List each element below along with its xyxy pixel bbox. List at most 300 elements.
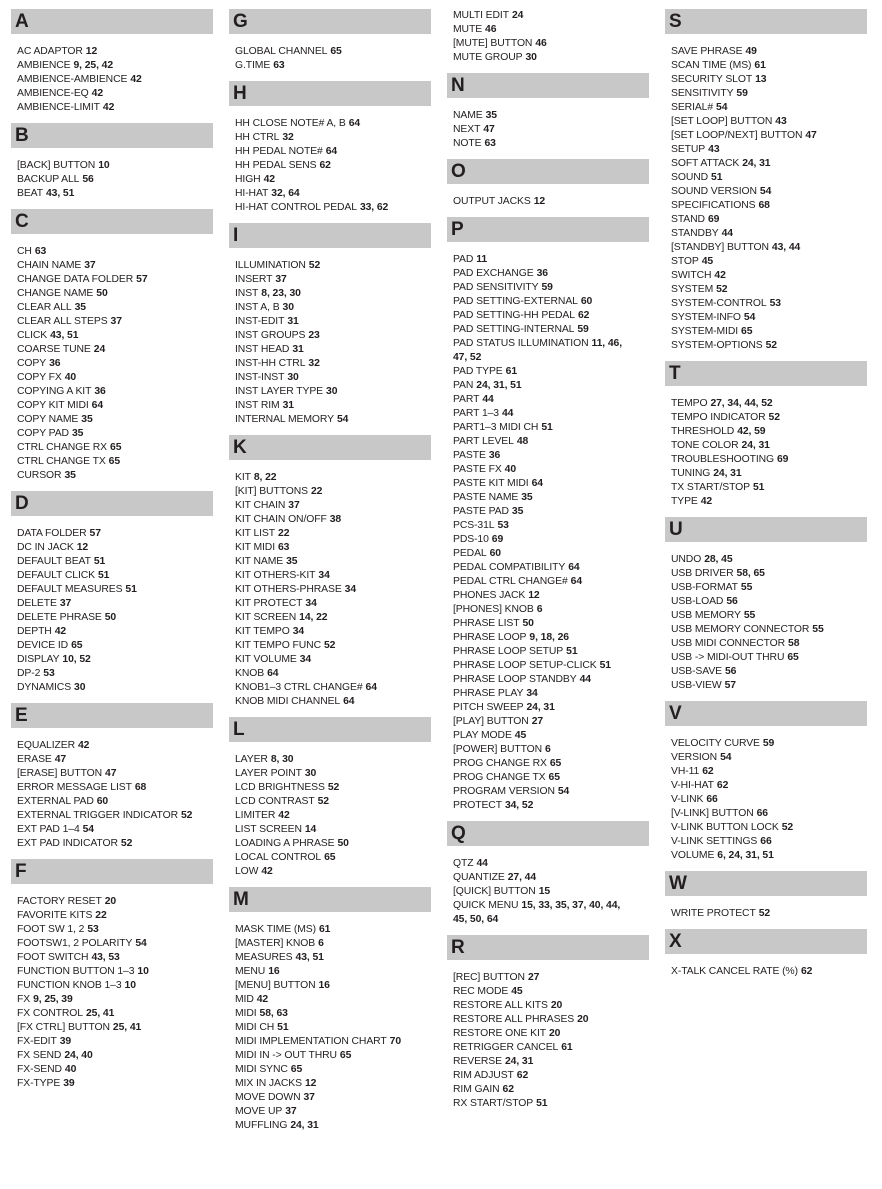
index-entry [453, 195, 649, 209]
index-entry [453, 1097, 649, 1111]
index-section [11, 491, 213, 695]
entry-page-numbers: 64 [325, 146, 338, 157]
index-section [11, 9, 213, 115]
index-entry [671, 439, 867, 453]
entry-term: KNOB [235, 668, 265, 679]
entry-page-numbers: 65 [339, 1050, 352, 1061]
index-entry [453, 547, 649, 561]
index-entry [453, 1041, 649, 1055]
entry-page-numbers: 36 [488, 450, 501, 461]
entry-term: KNOB1–3 CTRL CHANGE# [235, 682, 363, 693]
entry-page-numbers: 49 [745, 46, 757, 57]
entry-page-numbers: 42 [54, 626, 67, 637]
index-entry [671, 637, 867, 651]
entry-term: TUNING [671, 468, 711, 479]
entry-term: NAME [453, 110, 483, 121]
entry-list [229, 753, 431, 879]
entry-page-numbers: 43 [708, 144, 720, 155]
entry-term: FOOT SWITCH [17, 952, 89, 963]
entry-term: GLOBAL CHANNEL [235, 46, 328, 57]
entry-term: DEPTH [17, 626, 52, 637]
entry-page-numbers: 55 [812, 624, 824, 635]
index-entry [235, 371, 431, 385]
entry-term: SYSTEM [671, 284, 714, 295]
entry-page-numbers: 64 [568, 562, 580, 573]
entry-page-numbers: 54 [716, 102, 728, 113]
entry-term: SOUND [671, 172, 709, 183]
index-section [11, 123, 213, 201]
entry-page-numbers: 27, 34, 44, 52 [710, 398, 773, 409]
entry-term: BEAT [17, 188, 43, 199]
entry-term: MEASURES [235, 952, 293, 963]
index-entry [235, 951, 431, 965]
entry-term: DISPLAY [17, 654, 60, 665]
entry-term: SYSTEM-INFO [671, 312, 741, 323]
entry-term: PHRASE LOOP STANDBY [453, 674, 577, 685]
index-entry [453, 715, 649, 729]
entry-page-numbers: 14, 22 [299, 612, 328, 623]
entry-page-numbers: 24 [511, 10, 524, 21]
index-entry [235, 159, 431, 173]
entry-page-numbers: 51 [93, 556, 106, 567]
index-entry [453, 631, 649, 645]
entry-term: TX START/STOP [671, 482, 750, 493]
section-letter-header: A [11, 9, 213, 34]
entry-page-numbers: 34 [292, 626, 305, 637]
entry-term: [V-LINK] BUTTON [671, 808, 754, 819]
entry-term: [PLAY] BUTTON [453, 716, 529, 727]
entry-term: QTZ [453, 858, 474, 869]
entry-term: COPYING A KIT [17, 386, 92, 397]
entry-page-numbers: 51 [711, 172, 723, 183]
index-entry [235, 1105, 431, 1119]
entry-term: TEMPO [671, 398, 708, 409]
entry-term: [ERASE] BUTTON [17, 768, 103, 779]
index-entry [671, 835, 867, 849]
index-entry [17, 597, 213, 611]
section-letter-header: K [229, 435, 431, 460]
entry-page-numbers: 45 [511, 986, 523, 997]
entry-term: FOOTSW1, 2 POLARITY [17, 938, 133, 949]
entry-page-numbers: 36 [49, 358, 61, 369]
index-entry [453, 463, 649, 477]
entry-term: LIST SCREEN [235, 824, 302, 835]
entry-page-numbers: 53 [497, 520, 509, 531]
index-entry [17, 1035, 213, 1049]
entry-page-numbers: 6 [318, 938, 324, 949]
index-section [447, 73, 649, 151]
entry-page-numbers: 12 [528, 590, 540, 601]
entry-term: PAD [453, 254, 474, 265]
entry-term: X-TALK CANCEL RATE (%) [671, 966, 798, 977]
entry-page-numbers: 42 [130, 74, 142, 85]
index-entry [453, 407, 649, 421]
entry-page-numbers: 35 [511, 506, 524, 517]
section-letter-header: T [665, 361, 867, 386]
index-section [447, 217, 649, 813]
index-entry [453, 323, 649, 337]
index-section [229, 887, 431, 1133]
entry-page-numbers: 35 [286, 556, 298, 567]
index-entry [671, 453, 867, 467]
index-entry [17, 159, 213, 173]
entry-page-numbers: 60 [96, 796, 109, 807]
entry-term: QUANTIZE [453, 872, 505, 883]
index-entry [671, 129, 867, 143]
entry-page-numbers: 43 [775, 116, 787, 127]
entry-term: INST-INST [235, 372, 285, 383]
section-letter-header: V [665, 701, 867, 726]
entry-page-numbers: 22 [95, 910, 107, 921]
entry-page-numbers: 30 [525, 52, 537, 63]
entry-term: DEVICE ID [17, 640, 69, 651]
entry-term: PAD EXCHANGE [453, 268, 534, 279]
index-entry [235, 399, 431, 413]
index-entry [235, 145, 431, 159]
entry-page-numbers: 6, 24, 31, 51 [717, 850, 774, 861]
entry-term: LCD CONTRAST [235, 796, 315, 807]
entry-term: PEDAL CTRL CHANGE# [453, 576, 568, 587]
entry-term: V-LINK [671, 794, 704, 805]
entry-term: INTERNAL MEMORY [235, 414, 334, 425]
entry-term: SENSITIVITY [671, 88, 734, 99]
entry-page-numbers: 51 [541, 422, 553, 433]
index-entry [17, 1077, 213, 1091]
index-entry [17, 837, 213, 851]
entry-page-numbers: 61 [561, 1042, 573, 1053]
index-entry [17, 667, 213, 681]
entry-page-numbers: 59 [762, 738, 775, 749]
entry-term: LAYER [235, 754, 268, 765]
index-entry [671, 45, 867, 59]
index-section [229, 223, 431, 427]
entry-page-numbers: 66 [706, 794, 718, 805]
entry-page-numbers: 8, 22 [253, 472, 277, 483]
index-entry [17, 173, 213, 187]
index-entry [17, 301, 213, 315]
entry-term: AC ADAPTOR [17, 46, 83, 57]
entry-page-numbers: 8, 30 [270, 754, 294, 765]
index-entry [453, 533, 649, 547]
index-entry [17, 273, 213, 287]
entry-page-numbers: 65 [741, 326, 753, 337]
entry-term: DELETE PHRASE [17, 612, 102, 623]
entry-term: COPY NAME [17, 414, 79, 425]
entry-page-numbers: 30 [326, 386, 338, 397]
entry-page-numbers: 24, 40 [64, 1050, 93, 1061]
index-entry [671, 737, 867, 751]
entry-page-numbers: 46 [535, 38, 547, 49]
index-entry [17, 625, 213, 639]
index-entry [671, 227, 867, 241]
entry-page-numbers: 52 [120, 838, 133, 849]
entry-term: INST-HH CTRL [235, 358, 306, 369]
entry-page-numbers: 65 [787, 652, 799, 663]
section-letter-header: U [665, 517, 867, 542]
entry-page-numbers: 45 [514, 730, 527, 741]
index-entry [235, 639, 431, 653]
entry-page-numbers: 65 [549, 758, 562, 769]
entry-page-numbers: 65 [110, 442, 122, 453]
entry-term: COARSE TUNE [17, 344, 91, 355]
entry-term: [MENU] BUTTON [235, 980, 316, 991]
entry-page-numbers: 44 [482, 394, 494, 405]
entry-page-numbers: 37 [110, 316, 122, 327]
index-entry [671, 339, 867, 353]
entry-term: VERSION [671, 752, 718, 763]
entry-page-numbers: 64 [531, 478, 543, 489]
entry-term: VELOCITY CURVE [671, 738, 760, 749]
index-entry [17, 993, 213, 1007]
entry-page-numbers: 31 [287, 316, 299, 327]
entry-list [11, 45, 213, 115]
entry-page-numbers: 62 [502, 1084, 514, 1095]
index-entry [17, 315, 213, 329]
index-entry [17, 653, 213, 667]
entry-page-numbers: 51 [536, 1098, 548, 1109]
index-entry [17, 739, 213, 753]
index-entry [671, 115, 867, 129]
entry-page-numbers: 53 [43, 668, 55, 679]
entry-page-numbers: 40 [64, 372, 77, 383]
entry-term: DELETE [17, 598, 57, 609]
entry-term: ERROR MESSAGE LIST [17, 782, 132, 793]
entry-page-numbers: 68 [134, 782, 147, 793]
section-letter-header: Q [447, 821, 649, 846]
entry-page-numbers: 64 [365, 682, 377, 693]
index-entry [453, 309, 649, 323]
entry-term: V-LINK BUTTON LOCK [671, 822, 779, 833]
index-entry [235, 937, 431, 951]
entry-page-numbers: 62 [800, 966, 813, 977]
entry-term: RIM GAIN [453, 1084, 500, 1095]
index-entry [453, 1027, 649, 1041]
entry-page-numbers: 37 [275, 274, 287, 285]
entry-term: PROGRAM VERSION [453, 786, 555, 797]
index-entry [235, 767, 431, 781]
entry-page-numbers: 63 [278, 542, 290, 553]
entry-page-numbers: 62 [702, 766, 714, 777]
entry-page-numbers: 30 [282, 302, 294, 313]
index-entry [17, 245, 213, 259]
entry-page-numbers: 6 [545, 744, 551, 755]
entry-list [11, 245, 213, 483]
index-entry [671, 567, 867, 581]
entry-term: PAD SETTING-INTERNAL [453, 324, 575, 335]
index-entry [453, 1055, 649, 1069]
entry-page-numbers: 47 [105, 768, 117, 779]
index-entry [453, 899, 649, 913]
entry-term: KIT OTHERS-PHRASE [235, 584, 342, 595]
entry-page-numbers: 69 [491, 534, 504, 545]
entry-page-numbers: 44 [579, 674, 591, 685]
entry-term: RESTORE ALL PHRASES [453, 1014, 575, 1025]
entry-term: KIT MIDI [235, 542, 275, 553]
index-section [665, 9, 867, 353]
index-entry [671, 157, 867, 171]
entry-term: PHRASE PLAY [453, 688, 524, 699]
entry-term: PROG CHANGE RX [453, 758, 547, 769]
entry-page-numbers: 52 [768, 412, 780, 423]
index-entry [453, 985, 649, 999]
entry-list [229, 45, 431, 73]
index-entry [453, 687, 649, 701]
index-entry [235, 625, 431, 639]
index-entry [17, 87, 213, 101]
entry-term: MUFFLING [235, 1120, 288, 1131]
entry-page-numbers: 55 [740, 582, 753, 593]
index-section [665, 361, 867, 509]
entry-list [447, 253, 649, 813]
index-entry [17, 781, 213, 795]
entry-term: USB MEMORY CONNECTOR [671, 624, 810, 635]
entry-term: FX [17, 994, 31, 1005]
index-entry [671, 185, 867, 199]
entry-term: HI-HAT CONTROL PEDAL [235, 202, 357, 213]
entry-term: CTRL CHANGE RX [17, 442, 108, 453]
index-section [665, 701, 867, 863]
entry-term: PROTECT [453, 800, 502, 811]
entry-page-numbers: 51 [277, 1022, 289, 1033]
entry-term: INSERT [235, 274, 273, 285]
entry-page-numbers: 55 [743, 610, 756, 621]
entry-page-numbers: 42 [700, 496, 713, 507]
index-entry [453, 137, 649, 151]
entry-page-numbers: 11 [476, 254, 488, 265]
entry-page-numbers: 30 [304, 768, 317, 779]
entry-term: [QUICK] BUTTON [453, 886, 536, 897]
entry-page-numbers: 34 [526, 688, 538, 699]
entry-page-numbers: 40 [64, 1064, 77, 1075]
entry-page-numbers: 39 [63, 1078, 75, 1089]
entry-page-numbers: 54 [759, 186, 772, 197]
entry-page-numbers: 53 [769, 298, 781, 309]
entry-term: RX START/STOP [453, 1098, 534, 1109]
index-entry [17, 399, 213, 413]
entry-page-numbers: 57 [136, 274, 148, 285]
entry-term: HH PEDAL SENS [235, 160, 317, 171]
index-entry [671, 651, 867, 665]
index-entry [235, 527, 431, 541]
entry-term: RETRIGGER CANCEL [453, 1042, 559, 1053]
index-entry [235, 865, 431, 879]
entry-page-numbers: 66 [760, 836, 772, 847]
index-entry [17, 527, 213, 541]
entry-page-numbers: 64 [570, 576, 583, 587]
entry-term: PITCH SWEEP [453, 702, 524, 713]
entry-term: LIMITER [235, 810, 276, 821]
index-entry [453, 295, 649, 309]
index-entry [17, 767, 213, 781]
index-section [229, 717, 431, 879]
index-entry [453, 701, 649, 715]
entry-page-numbers: 22 [310, 486, 323, 497]
entry-term: INST GROUPS [235, 330, 306, 341]
entry-term: [MASTER] KNOB [235, 938, 316, 949]
entry-term: SYSTEM-CONTROL [671, 298, 767, 309]
index-entry [453, 885, 649, 899]
index-entry [17, 795, 213, 809]
section-letter-header: B [11, 123, 213, 148]
entry-term: SETUP [671, 144, 706, 155]
entry-page-numbers: 42 [261, 866, 273, 877]
index-entry [17, 259, 213, 273]
entry-term: TEMPO INDICATOR [671, 412, 766, 423]
index-entry [17, 965, 213, 979]
entry-page-numbers: 45, 50, 64 [453, 914, 499, 925]
entry-list [447, 9, 649, 65]
entry-page-numbers: 34 [344, 584, 357, 595]
entry-term: INST HEAD [235, 344, 290, 355]
entry-term: PAD SETTING-EXTERNAL [453, 296, 578, 307]
entry-term: LAYER POINT [235, 768, 302, 779]
entry-page-numbers: 43, 51 [295, 952, 324, 963]
entry-term: CTRL CHANGE TX [17, 456, 106, 467]
entry-term: MULTI EDIT [453, 10, 509, 21]
entry-page-numbers: 60 [489, 548, 501, 559]
index-entry [671, 411, 867, 425]
entry-term: TROUBLESHOOTING [671, 454, 774, 465]
entry-page-numbers: 69 [707, 214, 720, 225]
entry-page-numbers: 52 [308, 260, 321, 271]
index-entry [453, 9, 649, 23]
entry-term: INST LAYER TYPE [235, 386, 324, 397]
entry-page-numbers: 9, 25, 42 [73, 60, 114, 71]
index-entry [235, 287, 431, 301]
index-section [665, 517, 867, 693]
entry-page-numbers: 44 [721, 228, 733, 239]
index-entry [453, 561, 649, 575]
section-letter-header: E [11, 703, 213, 728]
entry-page-numbers: 44 [502, 408, 514, 419]
index-entry [17, 59, 213, 73]
entry-term: FX-EDIT [17, 1036, 57, 1047]
entry-page-numbers: 52 [317, 796, 329, 807]
index-entry [17, 441, 213, 455]
entry-page-numbers: 47 [54, 754, 67, 765]
index-entry [17, 385, 213, 399]
entry-page-numbers: 37 [303, 1092, 315, 1103]
index-entry [235, 513, 431, 527]
entry-page-numbers: 33, 62 [359, 202, 389, 213]
entry-term: FX SEND [17, 1050, 62, 1061]
index-entry [453, 435, 649, 449]
entry-term: MENU [235, 966, 266, 977]
index-entry [17, 979, 213, 993]
entry-term: [BACK] BUTTON [17, 160, 96, 171]
entry-term: USB-VIEW [671, 680, 722, 691]
entry-term: KIT TEMPO [235, 626, 290, 637]
index-entry [453, 37, 649, 51]
entry-list [11, 739, 213, 851]
entry-term: CHANGE NAME [17, 288, 94, 299]
index-entry [235, 837, 431, 851]
index-entry [671, 283, 867, 297]
index-entry [235, 965, 431, 979]
index-section [11, 859, 213, 1091]
entry-term: G.TIME [235, 60, 271, 71]
index-entry [671, 171, 867, 185]
entry-list [665, 907, 867, 921]
entry-term: MIDI IN -> OUT THRU [235, 1050, 337, 1061]
entry-term: USB DRIVER [671, 568, 734, 579]
index-entry [235, 979, 431, 993]
index-entry [235, 611, 431, 625]
entry-term: [REC] BUTTON [453, 972, 525, 983]
index-entry [671, 849, 867, 863]
entry-term: SOFT ATTACK [671, 158, 740, 169]
index-column-4 [665, 9, 867, 987]
